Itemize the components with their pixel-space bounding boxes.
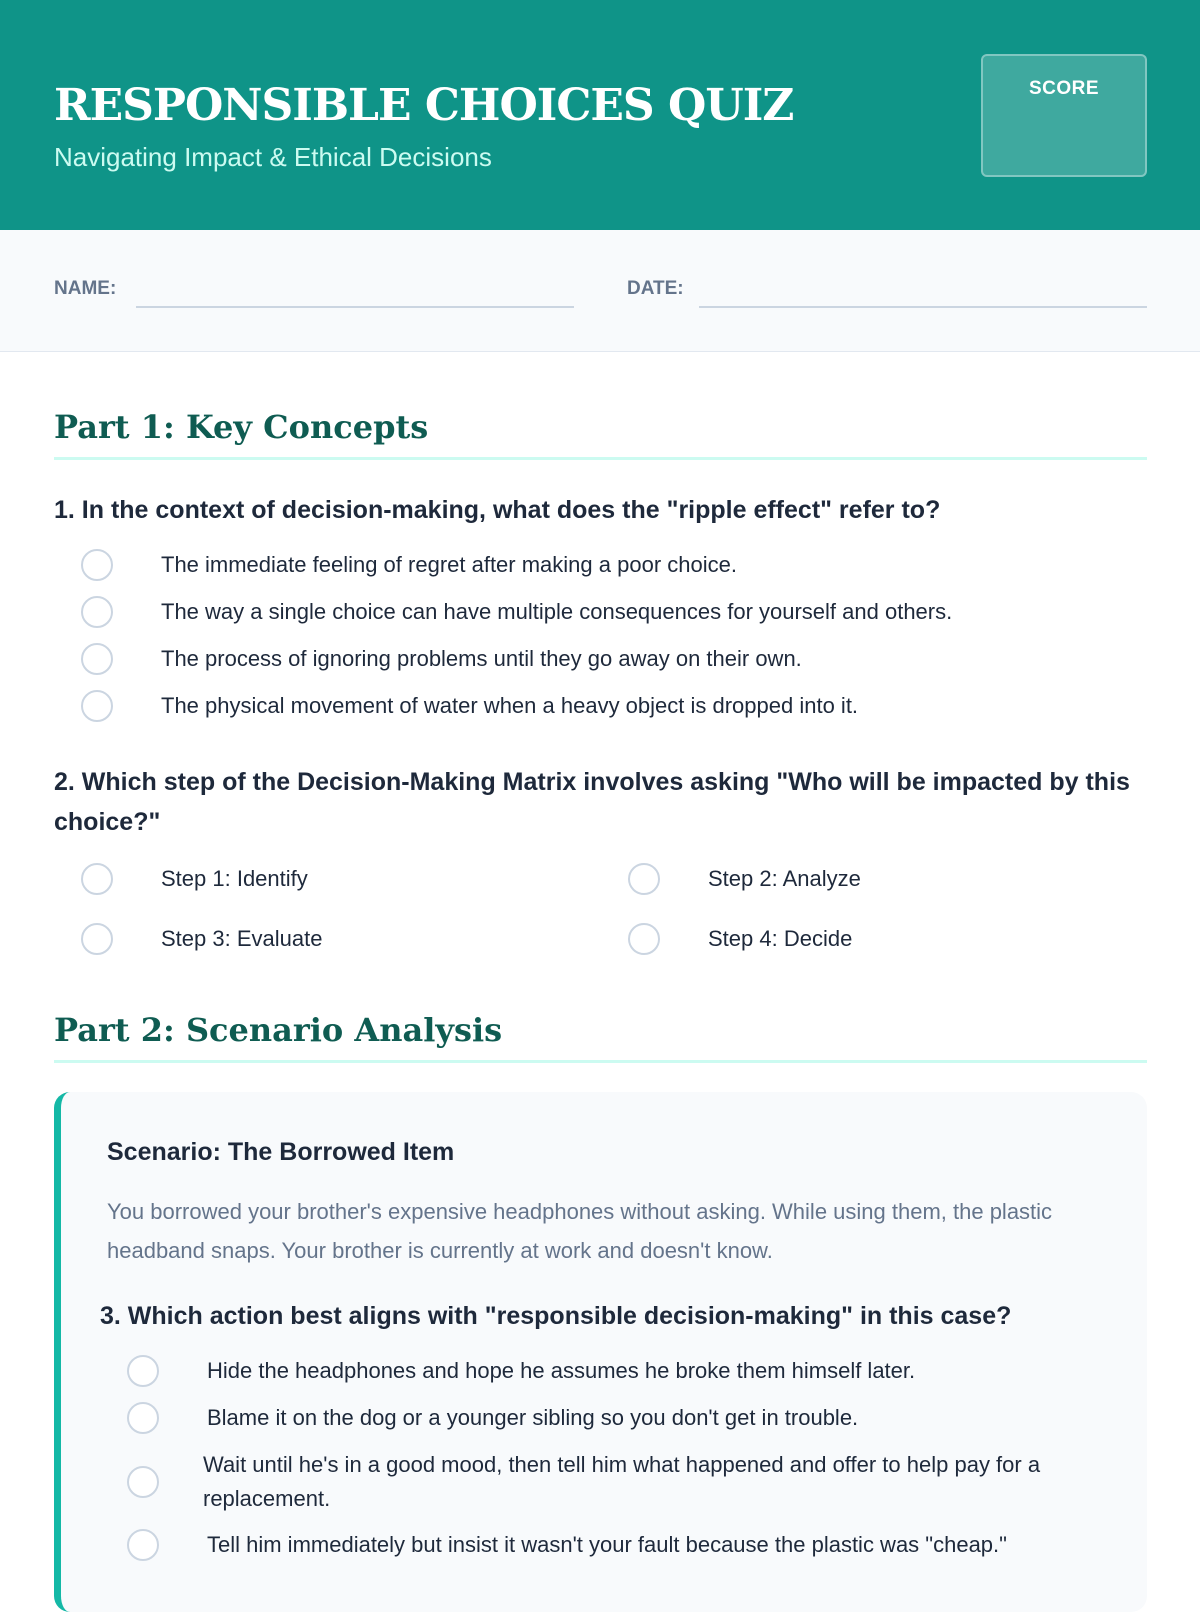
option-label: Blame it on the dog or a younger sibling so you don't get in trouble. (207, 1405, 859, 1430)
quiz-header (0, 0, 1200, 230)
scenario-text: You borrowed your brother's expensive headphones without asking. While using them, the plastic headband snaps. Your brother is currently at work and doesn't know. (107, 1199, 1053, 1263)
q1-option-2[interactable] (81, 592, 952, 632)
question-2: 2. Which step of the Decision-Making Matrix involves asking "Who will be impacted by this choice?" (54, 768, 1130, 836)
q3-option-4[interactable] (127, 1525, 1007, 1565)
option-label: Step 2: Analyze (708, 866, 861, 891)
radio-button[interactable] (81, 549, 113, 581)
radio-button[interactable] (127, 1529, 159, 1561)
scenario-title: Scenario: The Borrowed Item (107, 1138, 455, 1166)
radio-button[interactable] (127, 1355, 159, 1387)
q2-option-3[interactable] (81, 919, 322, 959)
q2-option-2[interactable] (628, 859, 861, 899)
q3-option-3[interactable] (127, 1448, 1128, 1516)
radio-button[interactable] (81, 643, 113, 675)
radio-button[interactable] (127, 1466, 159, 1498)
date-field[interactable] (699, 306, 1147, 308)
section-title-part2: Part 2: Scenario Analysis (54, 1011, 1147, 1063)
option-label: The immediate feeling of regret after making a poor choice. (161, 552, 737, 577)
option-label: Step 1: Identify (161, 866, 308, 891)
option-label: Step 4: Decide (708, 926, 853, 951)
option-label: The process of ignoring problems until they go away on their own. (161, 646, 802, 671)
option-label: The physical movement of water when a heavy object is dropped into it. (161, 693, 859, 718)
radio-button[interactable] (628, 863, 660, 895)
q1-option-1[interactable] (81, 545, 737, 585)
student-info-bar (0, 230, 1200, 352)
radio-button[interactable] (81, 690, 113, 722)
radio-button[interactable] (81, 863, 113, 895)
option-label: The way a single choice can have multiple consequences for yourself and others. (161, 599, 953, 624)
option-label: Step 3: Evaluate (161, 926, 323, 951)
radio-button[interactable] (81, 923, 113, 955)
quiz-subtitle: Navigating Impact & Ethical Decisions (54, 142, 492, 172)
question-3: 3. Which action best aligns with "responsible decision-making" in this case? (100, 1302, 1012, 1330)
q2-option-4[interactable] (628, 919, 852, 959)
score-box (981, 54, 1147, 177)
name-field[interactable] (136, 306, 574, 308)
q3-option-1[interactable] (127, 1351, 915, 1391)
section-title-part1: Part 1: Key Concepts (54, 408, 1147, 460)
radio-button[interactable] (628, 923, 660, 955)
q1-option-4[interactable] (81, 686, 858, 726)
option-label: Wait until he's in a good mood, then tell him what happened and offer to help pay for a replacement. (203, 1452, 1041, 1511)
q3-option-2[interactable] (127, 1398, 858, 1438)
radio-button[interactable] (127, 1402, 159, 1434)
quiz-title: RESPONSIBLE CHOICES QUIZ (54, 80, 794, 131)
q2-option-1[interactable] (81, 859, 308, 899)
option-label: Hide the headphones and hope he assumes he broke them himself later. (207, 1358, 916, 1383)
radio-button[interactable] (81, 596, 113, 628)
option-label: Tell him immediately but insist it wasn't your fault because the plastic was "cheap." (207, 1532, 1007, 1557)
date-label: DATE: (627, 278, 684, 299)
name-label: NAME: (54, 278, 117, 299)
question-1: 1. In the context of decision-making, what does the "ripple effect" refer to? (54, 496, 941, 524)
score-label: SCORE (1028, 78, 1100, 99)
q1-option-3[interactable] (81, 639, 802, 679)
